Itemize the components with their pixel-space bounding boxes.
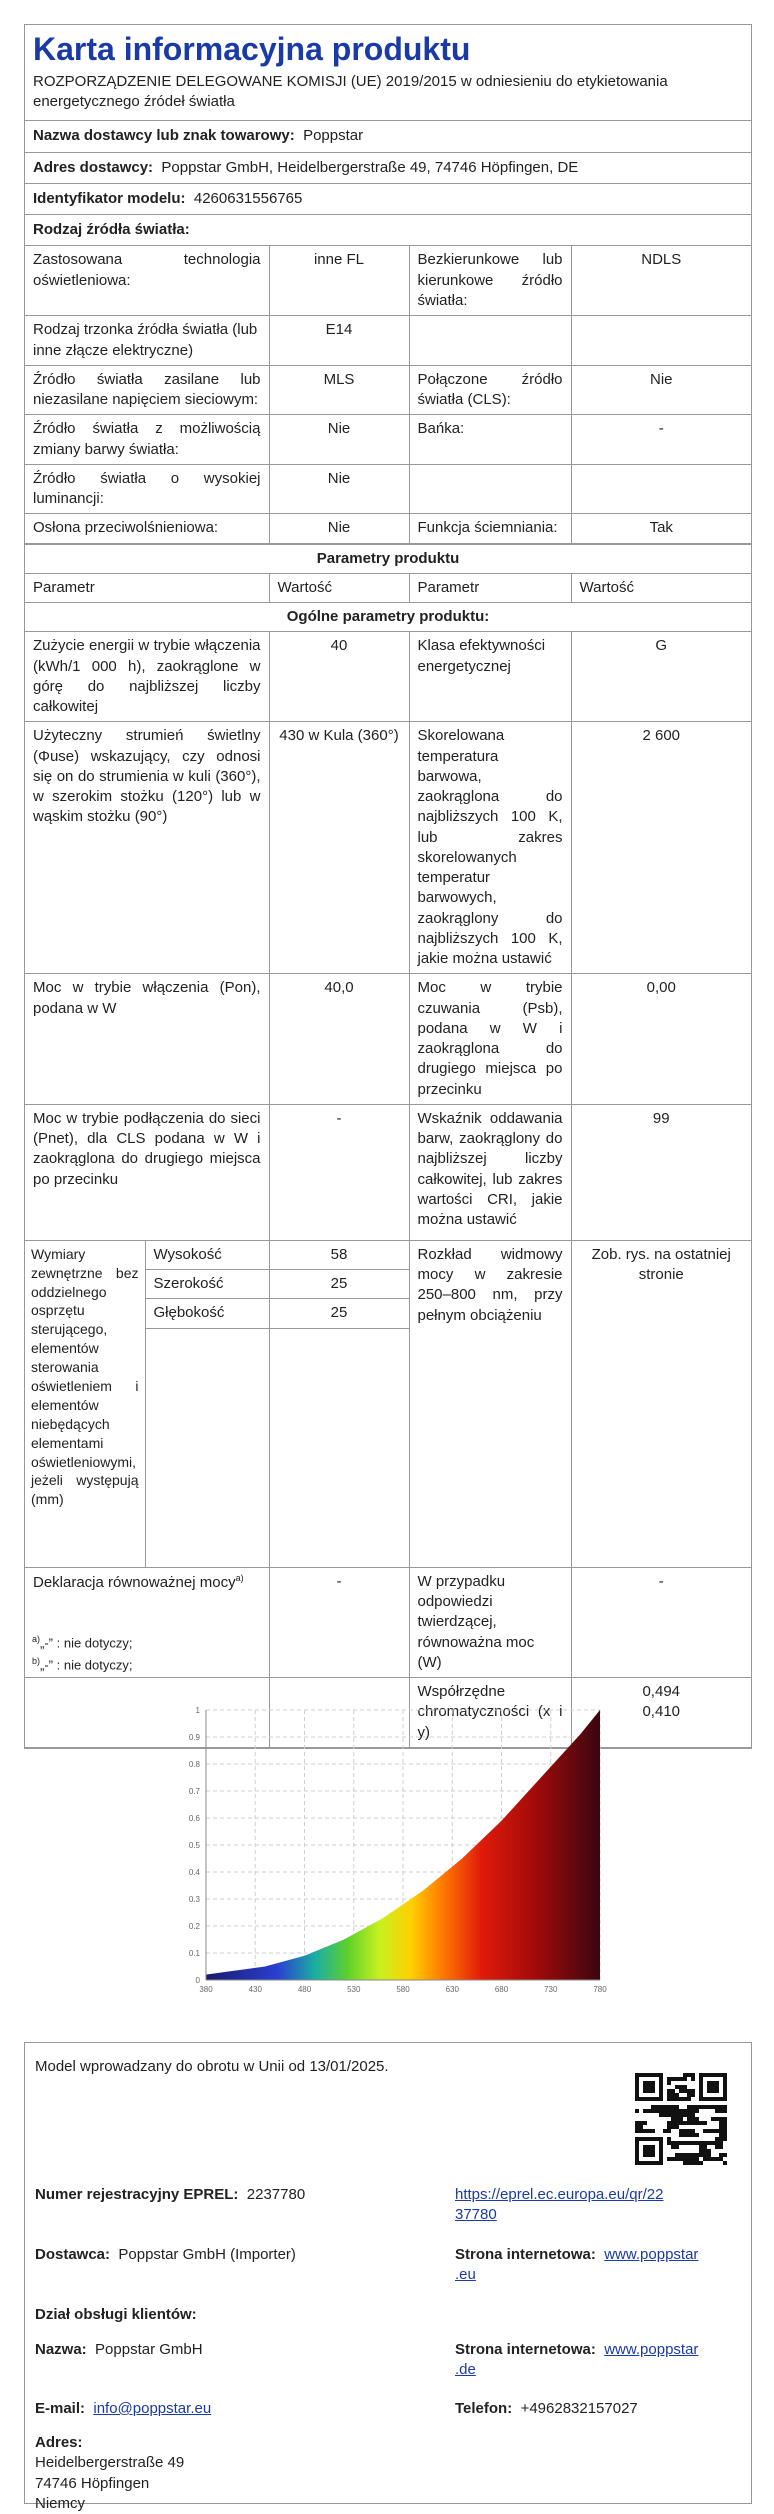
customer-service-title (35, 2305, 197, 2325)
envelope-label: Bańka: (409, 415, 571, 465)
col-value-header: Wartość (269, 573, 409, 602)
cap-type-label: Rodzaj trzonka źródła światła (lub inne złącze elektryczne) (25, 316, 269, 366)
light-source-type-row (25, 214, 751, 245)
supplier-label: Dostawca: (35, 2246, 111, 2263)
y-tick-label: 0 (195, 1976, 200, 1985)
spectrum-chart-svg (176, 1700, 616, 2000)
footnote-b (32, 1654, 132, 1676)
supplier-name-value: Poppstar (303, 127, 364, 145)
y-tick-label: 0.8 (188, 1760, 200, 1769)
table-row (25, 415, 751, 465)
table-row (25, 464, 751, 514)
supplier-web-link[interactable]: www.poppstar (604, 2246, 699, 2263)
address-line: Heidelbergerstraße 49 (35, 2454, 185, 2472)
standby-power-value: 0,00 (571, 974, 751, 1105)
cri-label: Wskaźnik oddawania barw, zaokrąglony do najbliższej liczby całkowitej, lub zakres wartości CRI, jakie można ustawić (409, 1104, 571, 1240)
spectrum-chart (176, 1700, 616, 2000)
empty-cell (571, 316, 751, 366)
footnote-marker: a) (32, 1634, 41, 1644)
supplier-web-label: Strona internetowa: (455, 2246, 596, 2263)
cap-type-value: E14 (269, 316, 409, 366)
cls-value: Nie (571, 365, 751, 415)
mains-label: Źródło światła zasilane lub niezasilane napięciem sieciowym: (25, 365, 269, 415)
service-name-value: Poppstar GmbH (95, 2341, 203, 2358)
table-row (25, 603, 751, 632)
x-tick-label: 480 (297, 1985, 312, 1994)
technology-value: inne FL (269, 246, 409, 316)
y-tick-label: 0.9 (188, 1733, 200, 1742)
high-luminance-label: Źródło światła o wysokiej luminancji: (25, 464, 269, 514)
standby-power-label: Moc w trybie czuwania (Psb), podana w W i zaokrąglona do drugiego miejsca po przecinku (409, 974, 571, 1105)
technology-label: Zastosowana technologia oświetleniowa: (25, 246, 269, 316)
qr-code-icon[interactable] (635, 2073, 727, 2165)
x-tick-label: 580 (396, 1985, 410, 1994)
supplier-name-label: Nazwa dostawcy lub znak towarowy: (33, 127, 295, 145)
eprel-link[interactable] (455, 2185, 735, 2226)
supplier-value: Poppstar GmbH (Importer) (118, 2246, 296, 2263)
table-row (25, 1240, 751, 1567)
table-row (25, 316, 751, 366)
col-param-header: Parametr (25, 573, 269, 602)
y-tick-label: 0.3 (188, 1895, 200, 1904)
table-header-row (25, 573, 751, 602)
supplier-address-value: Poppstar GmbH, Heidelbergerstraße 49, 74746 Höpfingen, DE (161, 158, 579, 176)
col-value-header: Wartość (571, 573, 751, 602)
luminous-flux-value: 430 w Kula (360°) (269, 722, 409, 974)
phone-label: Telefon: (455, 2400, 513, 2417)
cct-label: Skorelowana temperatura barwowa, zaokrąglona do najbliższych 100 K, lub zakres skorelowanych temperatur barwowych, zaokrąglony do najbliższych 100 K, jakie można ustawić (409, 722, 571, 974)
x-tick-label: 430 (248, 1985, 262, 1994)
customer-service-title-text: Dział obsługi klientów: (35, 2306, 197, 2323)
table-row (25, 632, 751, 722)
table-row (25, 246, 751, 316)
mains-value: MLS (269, 365, 409, 415)
dimensions-label: Wymiary zewnętrzne bez oddzielnego osprzętu sterującego, elementów sterowania oświetleniem i elementów niebędących elementami oświetleniowymi, jeżeli występują (mm) (25, 1241, 145, 1567)
footnotes (32, 1632, 132, 1676)
equivalent-power-value: - (269, 1567, 409, 1677)
supplier-row (35, 2245, 296, 2265)
x-tick-label: 630 (445, 1985, 459, 1994)
directional-label: Bezkierunkowe lub kierunkowe źródło światła: (409, 246, 571, 316)
cri-value: 99 (571, 1104, 751, 1240)
supplier-web-link[interactable]: .eu (455, 2266, 476, 2284)
luminous-flux-label: Użyteczny strumień świetlny (Φuse) wskazujący, czy odnosi się on do strumienia w kuli (360°), w szerokim stożku (120°) lub w wąskim stożku (90°) (25, 722, 269, 974)
y-tick-label: 0.7 (188, 1787, 200, 1796)
table-row (25, 544, 751, 573)
empty-cell (409, 316, 571, 366)
placed-on-market-text: Model wprowadzany do obrotu w Unii od 13/01/2025. (35, 2058, 389, 2075)
page-title: Karta informacyjna produktu (33, 31, 471, 67)
energy-class-label: Klasa efektywności energetycznej (409, 632, 571, 722)
supplier-address-row (25, 152, 751, 183)
directional-value: NDLS (571, 246, 751, 316)
email-row (35, 2399, 211, 2419)
eprel-link-line[interactable]: 37780 (455, 2206, 497, 2224)
x-tick-label: 380 (199, 1985, 213, 1994)
chromaticity-label: Współrzędne chromatyczności (x i y) (409, 1678, 571, 1748)
info-panel (24, 2042, 752, 2512)
spectral-distribution-label: Rozkład widmowy mocy w zakresie 250–800 nm, przy pełnym obciążeniu (409, 1240, 571, 1567)
service-web-link[interactable]: .de (455, 2361, 476, 2379)
email-link[interactable]: info@poppstar.eu (93, 2400, 212, 2417)
supplier-name-row (25, 120, 751, 151)
width-value: 25 (269, 1270, 409, 1299)
col-param-header: Parametr (409, 573, 571, 602)
phone-row (455, 2399, 638, 2419)
chromaticity-y: 0,410 (642, 1703, 681, 1721)
table-row (25, 974, 751, 1105)
dimensions-inner-table (25, 1241, 409, 1567)
network-power-label: Moc w trybie podłączenia do sieci (Pnet), dla CLS podana w W i zaokrąglona do drugiego miejsca po przecinku (25, 1104, 269, 1240)
spectral-distribution-value: Zob. rys. na ostatniej stronie (571, 1240, 751, 1567)
chromaticity-x: 0,494 (642, 1683, 681, 1701)
service-web-label: Strona internetowa: (455, 2341, 596, 2358)
y-tick-label: 0.5 (188, 1841, 200, 1850)
table-row (25, 722, 751, 974)
model-id-label: Identyfikator modelu: (33, 189, 186, 207)
directional-equivalent-label: W przypadku odpowiedzi twierdzącej, równoważna moc (W) (409, 1567, 571, 1677)
cls-label: Połączone źródło światła (CLS): (409, 365, 571, 415)
energy-class-value: G (571, 632, 751, 722)
address-block (35, 2433, 184, 2514)
model-id-row (25, 183, 751, 214)
product-fiche (24, 24, 752, 1749)
table-row (25, 1104, 751, 1240)
model-id-value: 4260631556765 (193, 189, 303, 207)
color-tunable-value: Nie (269, 415, 409, 465)
depth-value: 25 (269, 1299, 409, 1328)
type-table (25, 245, 751, 543)
address-line: Niemcy (35, 2494, 86, 2512)
y-tick-label: 0.4 (188, 1868, 200, 1877)
eprel-row (35, 2185, 305, 2205)
supplier-address-label: Adres dostawcy: (33, 158, 154, 176)
email-label: E-mail: (35, 2400, 86, 2417)
y-tick-label: 0.2 (188, 1922, 200, 1931)
params-table (25, 544, 751, 1748)
empty-cell (571, 464, 751, 514)
on-mode-power-value: 40,0 (269, 974, 409, 1105)
network-power-value: - (269, 1104, 409, 1240)
x-tick-label: 780 (593, 1985, 607, 1994)
table-row (25, 1567, 751, 1677)
energy-consumption-value: 40 (269, 632, 409, 722)
y-tick-label: 1 (195, 1706, 200, 1715)
footnote-marker: a) (235, 1572, 244, 1583)
height-label: Wysokość (145, 1241, 269, 1270)
anti-glare-value: Nie (269, 514, 409, 543)
phone-value: +4962832157027 (520, 2400, 638, 2417)
envelope-value: - (571, 415, 751, 465)
footnote-text: „-” : nie dotyczy; (40, 1635, 133, 1651)
general-params-title: Ogólne parametry produktu: (25, 603, 751, 632)
y-tick-label: 0.1 (188, 1949, 200, 1958)
service-name-label: Nazwa: (35, 2341, 87, 2358)
footnote-marker: b) (32, 1656, 41, 1667)
dimmable-value: Tak (571, 514, 751, 543)
color-tunable-label: Źródło światła z możliwością zmiany barwy światła: (25, 415, 269, 465)
x-tick-label: 530 (347, 1985, 361, 1994)
address-label: Adres: (35, 2434, 83, 2451)
empty-cell (269, 1328, 409, 1567)
energy-consumption-label: Zużycie energii w trybie włączenia (kWh/1 000 h), zaokrąglone w górę do najbliższej liczby całkowitej (25, 632, 269, 722)
high-luminance-value: Nie (269, 464, 409, 514)
y-tick-label: 0.6 (188, 1814, 200, 1823)
empty-cell (145, 1328, 269, 1567)
eprel-value: 2237780 (246, 2186, 306, 2203)
footnote-a (32, 1632, 132, 1654)
light-source-type-label: Rodzaj źródła światła: (33, 221, 190, 239)
address-line: 74746 Höpfingen (35, 2474, 150, 2492)
equivalent-power-label: Deklaracja równoważnej mocy (33, 1573, 236, 1591)
anti-glare-label: Osłona przeciwolśnieniowa: (25, 514, 269, 543)
regulation-subtitle: ROZPORZĄDZENIE DELEGOWANE KOMISJI (UE) 2019/2015 w odniesieniu do etykietowania energetycznego źródeł światła (33, 72, 668, 111)
table-row (25, 514, 751, 543)
width-label: Szerokość (145, 1270, 269, 1299)
supplier-web-row (455, 2245, 698, 2286)
service-web-row (455, 2340, 698, 2381)
service-web-link[interactable]: www.poppstar (604, 2341, 699, 2358)
eprel-link-line[interactable]: https://eprel.ec.europa.eu/qr/22 (455, 2186, 664, 2203)
params-section-title: Parametry produktu (25, 544, 751, 573)
height-value: 58 (269, 1241, 409, 1270)
service-name-row (35, 2340, 203, 2360)
x-tick-label: 730 (544, 1985, 558, 1994)
directional-equivalent-value: - (571, 1567, 751, 1677)
depth-label: Głębokość (145, 1299, 269, 1328)
on-mode-power-label: Moc w trybie włączenia (Pon), podana w W (25, 974, 269, 1105)
dimensions-cell (25, 1240, 409, 1567)
table-row (25, 365, 751, 415)
cct-value: 2 600 (571, 722, 751, 974)
footnote-text: „-” : nie dotyczy; (40, 1657, 133, 1673)
empty-cell (409, 464, 571, 514)
x-tick-label: 680 (494, 1985, 509, 1994)
dimmable-label: Funkcja ściemniania: (409, 514, 571, 543)
eprel-label: Numer rejestracyjny EPREL: (35, 2186, 239, 2203)
